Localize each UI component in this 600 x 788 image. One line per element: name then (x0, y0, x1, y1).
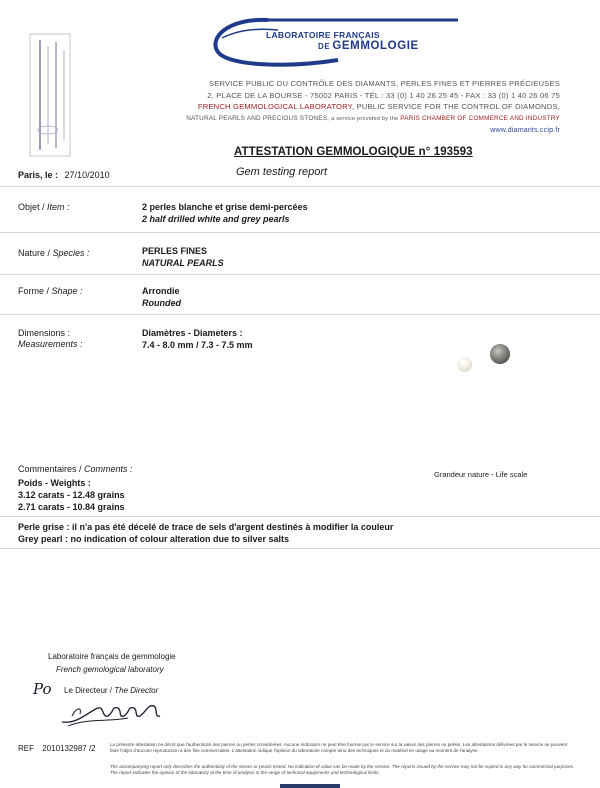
signature-lab-fr: Laboratoire français de gemmologie (48, 652, 176, 661)
header-line2: 2, PLACE DE LA BOURSE - 75002 PARIS - TÉL : 33 (0) 1 40 26 25 45 - FAX : 33 (0) 1 40 26 06 75 (207, 90, 560, 100)
header-line4-mid: a service provided by the (331, 115, 399, 122)
comments-label-fr: Commentaires / (18, 464, 82, 474)
header-line3 (100, 101, 560, 113)
header-line3-rest: PUBLIC SERVICE FOR THE CONTROL OF DIAMONDS, (356, 102, 560, 111)
species-label-fr: Nature / (18, 248, 51, 258)
signature-initials: Po (33, 680, 52, 698)
date-line (18, 170, 110, 180)
item-value-en: 2 half drilled white and grey pearls (142, 214, 290, 224)
director-label-fr: Le Directeur / (64, 686, 113, 695)
divider (0, 186, 600, 187)
weight-line-1: 3.12 carats - 12.48 grains (18, 490, 125, 500)
divider (0, 274, 600, 275)
logo-text-line1: LABORATOIRE FRANÇAIS (266, 30, 380, 40)
dimensions-label-en: Measurements : (18, 339, 83, 349)
shape-label-fr: Forme / (18, 286, 50, 296)
comments-label (18, 464, 133, 474)
header-service-text (100, 78, 560, 137)
header-line4-red: PARIS CHAMBER OF COMMERCE AND INDUSTRY (400, 114, 560, 122)
side-stamp (26, 30, 78, 160)
shape-value-en: Rounded (142, 298, 181, 308)
item-label-en: Item : (47, 202, 70, 212)
reference (18, 744, 96, 753)
logo-text-de: DE (318, 42, 331, 51)
stamp-graphic (26, 30, 78, 160)
species-label (18, 248, 90, 258)
signature-lab-en: French gemological laboratory (56, 665, 164, 674)
divider (0, 548, 600, 549)
shape-label (18, 286, 83, 296)
item-value-fr: 2 perles blanche et grise demi-percées (142, 202, 308, 212)
weights-header: Poids - Weights : (18, 478, 91, 488)
place-label: Paris, le : (18, 170, 59, 180)
header-line4 (100, 113, 560, 126)
disclaimer-en: The accompanying report only describes the authenticity of the stones or pearls tested. No indication of value can be made by the service. The reports issued by the service may not be copied in any way for commercial purposes. The report indicates the opinion of the laboratory at the time of analysis in the range of technical equipments and technological limits. (110, 764, 575, 775)
report-date: 27/10/2010 (64, 170, 110, 180)
divider (0, 314, 600, 315)
life-scale-label: Grandeur nature - Life scale (434, 470, 528, 479)
comment-note-en: Grey pearl : no indication of colour alteration due to silver salts (18, 534, 290, 544)
dimensions-value: 7.4 - 8.0 mm / 7.3 - 7.5 mm (142, 340, 253, 350)
species-value-en: NATURAL PEARLS (142, 258, 224, 268)
comment-note-fr: Perle grise : il n'a pas été décelé de trace de sels d'argent destinés à modifier la couleur (18, 522, 394, 532)
report-subtitle: Gem testing report (236, 166, 328, 178)
report-title: ATTESTATION GEMMOLOGIQUE n° 193593 (234, 146, 473, 158)
weight-line-2: 2.71 carats - 10.84 grains (18, 502, 125, 512)
signature-scribble (58, 698, 168, 728)
header-website: www.diamants.ccip.fr (490, 127, 560, 134)
header-line1: SERVICE PUBLIC DU CONTRÔLE DES DIAMANTS, PERLES FINES ET PIERRES PRÉCIEUSES (208, 79, 560, 88)
ref-value: 2010132987 /2 (42, 744, 96, 753)
divider (0, 516, 600, 517)
divider (0, 232, 600, 233)
disclaimer-fr: La présente attestation ne décrit que l'authenticité des pierres ou perles considérées. Aucune indication ne peut être fournie par le service sur la valeur des pierres ou perles. Les attestations délivrées par le service ne peuvent faire l'objet d'aucune reproduction à des fins commerciales. L'attestation indique l'opinion du laboratoire compte tenu des techniques et du matériel en usage au moment de l'analyse. (110, 742, 568, 753)
dimensions-header: Diamètres - Diameters : (142, 328, 243, 338)
director-signature (58, 698, 168, 728)
ref-label: REF (18, 744, 34, 753)
species-label-en: Species : (52, 248, 90, 258)
logo-text-line2 (318, 40, 419, 52)
grey-pearl-image (490, 344, 510, 364)
bottom-edge-mark (280, 784, 340, 788)
dimensions-label-fr: Dimensions : (18, 328, 71, 338)
species-value-fr: PERLES FINES (142, 246, 208, 256)
item-label-fr: Objet / (18, 202, 45, 212)
white-pearl-image (457, 357, 472, 372)
comments-label-en: Comments : (84, 464, 133, 474)
shape-value-fr: Arrondie (142, 286, 180, 296)
director-label (64, 686, 158, 695)
logo-text-main: GEMMOLOGIE (332, 40, 419, 52)
header-line3-red: FRENCH GEMMOLOGICAL LABORATORY, (197, 102, 355, 111)
shape-label-en: Shape : (51, 286, 83, 296)
header-line4-start: NATURAL PEARLS AND PRECIOUS STONES, (186, 114, 330, 122)
director-label-en: The Director (114, 686, 159, 695)
item-label (18, 202, 70, 212)
